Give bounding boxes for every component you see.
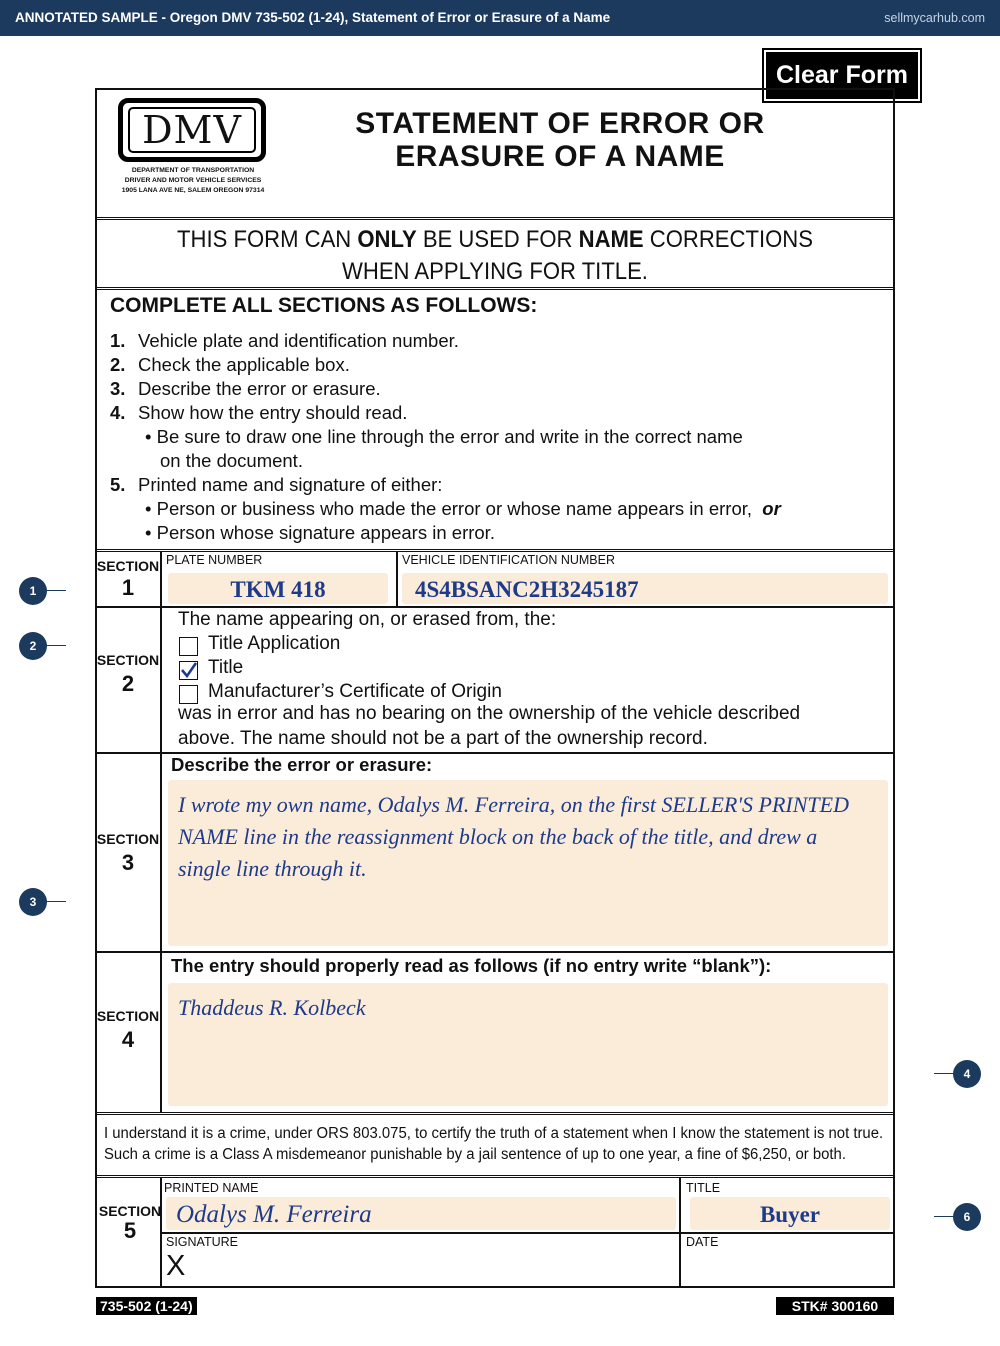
signature-label: SIGNATURE <box>166 1235 238 1249</box>
date-label: DATE <box>686 1235 719 1249</box>
title-line: ERASURE OF A NAME <box>395 140 725 173</box>
instruction-bullet: • Person or business who made the error or whose name appears in error, or <box>145 498 781 519</box>
checkbox-mco[interactable] <box>179 685 198 704</box>
date-field[interactable] <box>682 1250 892 1284</box>
instruction-bullet: • Person whose signature appears in error. <box>145 522 495 543</box>
notice-text: THIS FORM CAN <box>177 226 358 253</box>
notice-text: BE USED FOR <box>416 226 579 253</box>
top-banner <box>0 0 1000 36</box>
dmv-logo <box>118 98 266 162</box>
section2-intro: The name appearing on, or erased from, the: <box>178 609 557 630</box>
instructions-heading: COMPLETE ALL SECTIONS AS FOLLOWS: <box>110 294 538 317</box>
error-description-line: NAME line in the reassignment block on the back of the title, and drew a <box>178 824 818 849</box>
option-title: Title <box>208 657 244 678</box>
title-value: Buyer <box>759 1202 821 1227</box>
marker-leader <box>46 901 66 902</box>
error-description-line: I wrote my own name, Odalys M. Ferreira, on the first SELLER'S PRINTED <box>178 792 849 817</box>
checkmark-icon <box>179 661 198 680</box>
clear-form-button[interactable]: Clear Form <box>762 48 922 103</box>
signature-mark[interactable]: X <box>166 1250 186 1282</box>
dept-line: 1905 LANA AVE NE, SALEM OREGON 97314 <box>121 187 265 194</box>
section-5-label: SECTION 5 <box>98 1203 162 1243</box>
divider <box>95 549 895 552</box>
section-4-label: SECTION 4 <box>96 1008 160 1052</box>
vin-label: VEHICLE IDENTIFICATION NUMBER <box>402 553 615 567</box>
dept-address <box>110 166 276 196</box>
section-1-label: SECTION 1 <box>96 558 160 600</box>
section2-text: was in error and has no bearing on the ownership of the vehicle described <box>178 703 801 724</box>
dept-line: DEPARTMENT OF TRANSPORTATION <box>131 167 255 174</box>
title-line: STATEMENT OF ERROR OR <box>355 107 765 140</box>
marker-leader <box>934 1216 954 1217</box>
checkbox-title-application[interactable] <box>179 637 198 656</box>
divider <box>95 217 895 220</box>
error-description-line: single line through it. <box>178 856 367 881</box>
notice-emphasis: NAME <box>578 226 644 253</box>
section3-heading: Describe the error or erasure: <box>171 754 433 775</box>
section-2-label: SECTION 2 <box>96 652 160 696</box>
site-link[interactable]: sellmycarhub.com <box>884 11 985 25</box>
section-3-label: SECTION 3 <box>96 831 160 875</box>
printed-name-label: PRINTED NAME <box>164 1181 259 1195</box>
checkbox-title[interactable] <box>179 661 198 680</box>
annotation-marker[interactable]: 3 <box>19 888 47 916</box>
divider <box>95 606 895 608</box>
vin-value: 4S4BSANC2H3245187 <box>415 577 639 602</box>
banner-title: ANNOTATED SAMPLE - Oregon DMV 735-502 (1-24), Statement of Error or Erasure of a Name <box>15 10 611 25</box>
instruction-item: 1. Vehicle plate and identification number. <box>110 330 459 351</box>
section4-heading: The entry should properly read as follows (if no entry write “blank”): <box>171 955 772 976</box>
option-title-application: Title Application <box>208 633 341 654</box>
annotation-marker[interactable]: 4 <box>953 1060 981 1088</box>
plate-vin-divider <box>396 552 398 606</box>
marker-leader <box>934 1073 954 1074</box>
section2-text: above. The name should not be a part of the ownership record. <box>178 728 708 749</box>
divider <box>95 951 895 953</box>
divider <box>95 1175 895 1178</box>
annotation-marker[interactable]: 6 <box>953 1203 981 1231</box>
instruction-bullet: • Be sure to draw one line through the error and write in the correct name <box>145 426 743 447</box>
instruction-item: 2. Check the applicable box. <box>110 354 350 375</box>
instruction-item: 3. Describe the error or erasure. <box>110 378 381 399</box>
certification-text: Such a crime is a Class A misdemeanor punishable by a jail sentence of up to one year, a fine of $6,250, or both. <box>104 1146 846 1163</box>
dept-line: DRIVER AND MOTOR VEHICLE SERVICES <box>124 177 262 184</box>
divider <box>95 1112 895 1115</box>
marker-leader <box>46 645 66 646</box>
option-mco: Manufacturer’s Certificate of Origin <box>208 681 502 702</box>
annotation-marker[interactable]: 2 <box>19 632 47 660</box>
dmv-logo-text: DMV <box>128 107 256 153</box>
divider <box>162 1232 893 1234</box>
printed-name-value: Odalys M. Ferreira <box>176 1201 372 1228</box>
correct-entry-value: Thaddeus R. Kolbeck <box>178 995 366 1020</box>
instruction-item: 5. Printed name and signature of either: <box>110 474 443 495</box>
stock-number: STK# 300160 <box>776 1297 894 1315</box>
notice-text: CORRECTIONS <box>643 226 813 253</box>
notice-line: WHEN APPLYING FOR TITLE. <box>342 258 648 285</box>
annotation-marker[interactable]: 1 <box>19 577 47 605</box>
marker-leader <box>46 590 66 591</box>
title-label: TITLE <box>686 1181 721 1195</box>
instruction-bullet-cont: on the document. <box>160 450 303 471</box>
instruction-item: 4. Show how the entry should read. <box>110 402 408 423</box>
form-number: 735-502 (1-24) <box>96 1297 197 1315</box>
notice-emphasis: ONLY <box>357 226 417 253</box>
form-title <box>330 107 790 173</box>
plate-number-value: TKM 418 <box>230 577 326 602</box>
usage-notice <box>127 224 863 288</box>
plate-number-label: PLATE NUMBER <box>166 553 263 567</box>
certification-text: I understand it is a crime, under ORS 803.075, to certify the truth of a statement when I know the statement is not true. <box>104 1125 884 1142</box>
